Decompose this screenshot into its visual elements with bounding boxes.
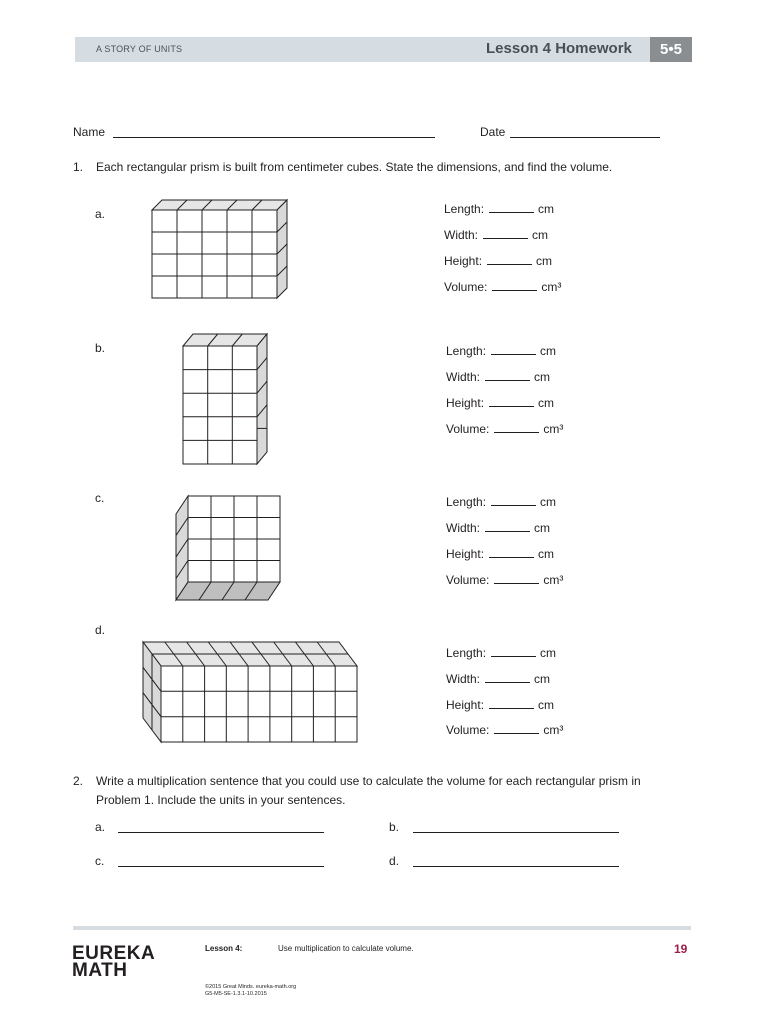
logo-line1: EUREKA: [72, 943, 156, 964]
unit: cm: [540, 344, 557, 358]
name-label: Name: [73, 125, 106, 139]
prism-d-figure: [135, 636, 365, 748]
problem1-number: 1.: [73, 160, 84, 174]
volume-blank[interactable]: [494, 573, 539, 584]
item-c-letter: c.: [95, 491, 105, 505]
doc-code: G5-M5-SE-1.3.1-10.2015: [205, 991, 267, 997]
problem2-d-letter: d.: [389, 854, 400, 868]
problem2-number: 2.: [73, 774, 84, 788]
problem2-d-answer[interactable]: [413, 866, 619, 867]
unit: cm: [536, 254, 553, 268]
problem2-b-letter: b.: [389, 820, 400, 834]
length-blank[interactable]: [491, 646, 536, 657]
unit: cm: [538, 547, 555, 561]
length-blank[interactable]: [491, 495, 536, 506]
page-number: 19: [674, 942, 688, 956]
width-blank[interactable]: [485, 521, 530, 532]
height-label: Height:: [446, 547, 485, 561]
length-label: Length:: [444, 202, 485, 216]
logo-line2: MATH: [72, 960, 128, 981]
item-d-letter: d.: [95, 623, 106, 637]
volume-blank[interactable]: [494, 723, 539, 734]
unit: cm: [538, 698, 555, 712]
unit: cm: [540, 495, 557, 509]
unit: cm: [534, 521, 551, 535]
volume-blank[interactable]: [492, 280, 537, 291]
item-b-letter: b.: [95, 341, 106, 355]
problem2-a-letter: a.: [95, 820, 106, 834]
width-label: Width:: [446, 370, 481, 384]
problem2-c-letter: c.: [95, 854, 105, 868]
volume-label: Volume:: [446, 723, 490, 737]
problem2-b-answer[interactable]: [413, 832, 619, 833]
problem2-text-line1: Write a multiplication sentence that you could use to calculate the volume for each rectangular prism in: [96, 774, 641, 788]
unit: cm: [534, 370, 551, 384]
item-a-letter: a.: [95, 207, 106, 221]
volume-label: Volume:: [446, 422, 490, 436]
series-title: A STORY OF UNITS: [96, 44, 183, 54]
footer-lesson-desc: Use multiplication to calculate volume.: [278, 944, 414, 953]
date-label: Date: [480, 125, 506, 139]
copyright: ©2015 Great Minds. eureka-math.org: [205, 984, 297, 990]
height-label: Height:: [446, 396, 485, 410]
width-label: Width:: [444, 228, 479, 242]
height-blank[interactable]: [489, 396, 534, 407]
prism-b-figure: [175, 330, 275, 470]
volume-label: Volume:: [444, 280, 488, 294]
length-label: Length:: [446, 646, 487, 660]
volume-label: Volume:: [446, 573, 490, 587]
width-blank[interactable]: [485, 370, 530, 381]
unit: cm: [540, 646, 557, 660]
unit: cm: [532, 228, 549, 242]
problem2-a-answer[interactable]: [118, 832, 324, 833]
length-blank[interactable]: [489, 202, 534, 213]
width-blank[interactable]: [483, 228, 528, 239]
length-label: Length:: [446, 495, 487, 509]
eureka-math-logo: [72, 945, 155, 979]
volume-unit: cm³: [543, 422, 564, 436]
unit: cm: [534, 672, 551, 686]
lesson-title: Lesson 4 Homework: [486, 40, 632, 57]
volume-unit: cm³: [541, 280, 562, 294]
length-blank[interactable]: [491, 344, 536, 355]
unit: cm: [538, 202, 555, 216]
height-label: Height:: [444, 254, 483, 268]
height-label: Height:: [446, 698, 485, 712]
problem2-c-answer[interactable]: [118, 866, 324, 867]
height-blank[interactable]: [489, 698, 534, 709]
prism-a-figure: [150, 190, 300, 305]
date-field[interactable]: [510, 137, 660, 138]
name-field[interactable]: [113, 137, 435, 138]
volume-blank[interactable]: [494, 422, 539, 433]
footer-lesson-label: Lesson 4:: [205, 944, 243, 953]
height-blank[interactable]: [489, 547, 534, 558]
width-label: Width:: [446, 672, 481, 686]
problem2-text-line2: Problem 1. Include the units in your sentences.: [96, 793, 346, 807]
problem1-text: Each rectangular prism is built from centimeter cubes. State the dimensions, and find the volume.: [96, 160, 613, 174]
height-blank[interactable]: [487, 254, 532, 265]
length-label: Length:: [446, 344, 487, 358]
volume-unit: cm³: [543, 573, 564, 587]
unit: cm: [538, 396, 555, 410]
volume-unit: cm³: [543, 723, 564, 737]
prism-c-figure: [170, 490, 290, 605]
module-badge: 5•5: [650, 37, 692, 62]
footer-rule: [73, 926, 691, 930]
width-blank[interactable]: [485, 672, 530, 683]
width-label: Width:: [446, 521, 481, 535]
